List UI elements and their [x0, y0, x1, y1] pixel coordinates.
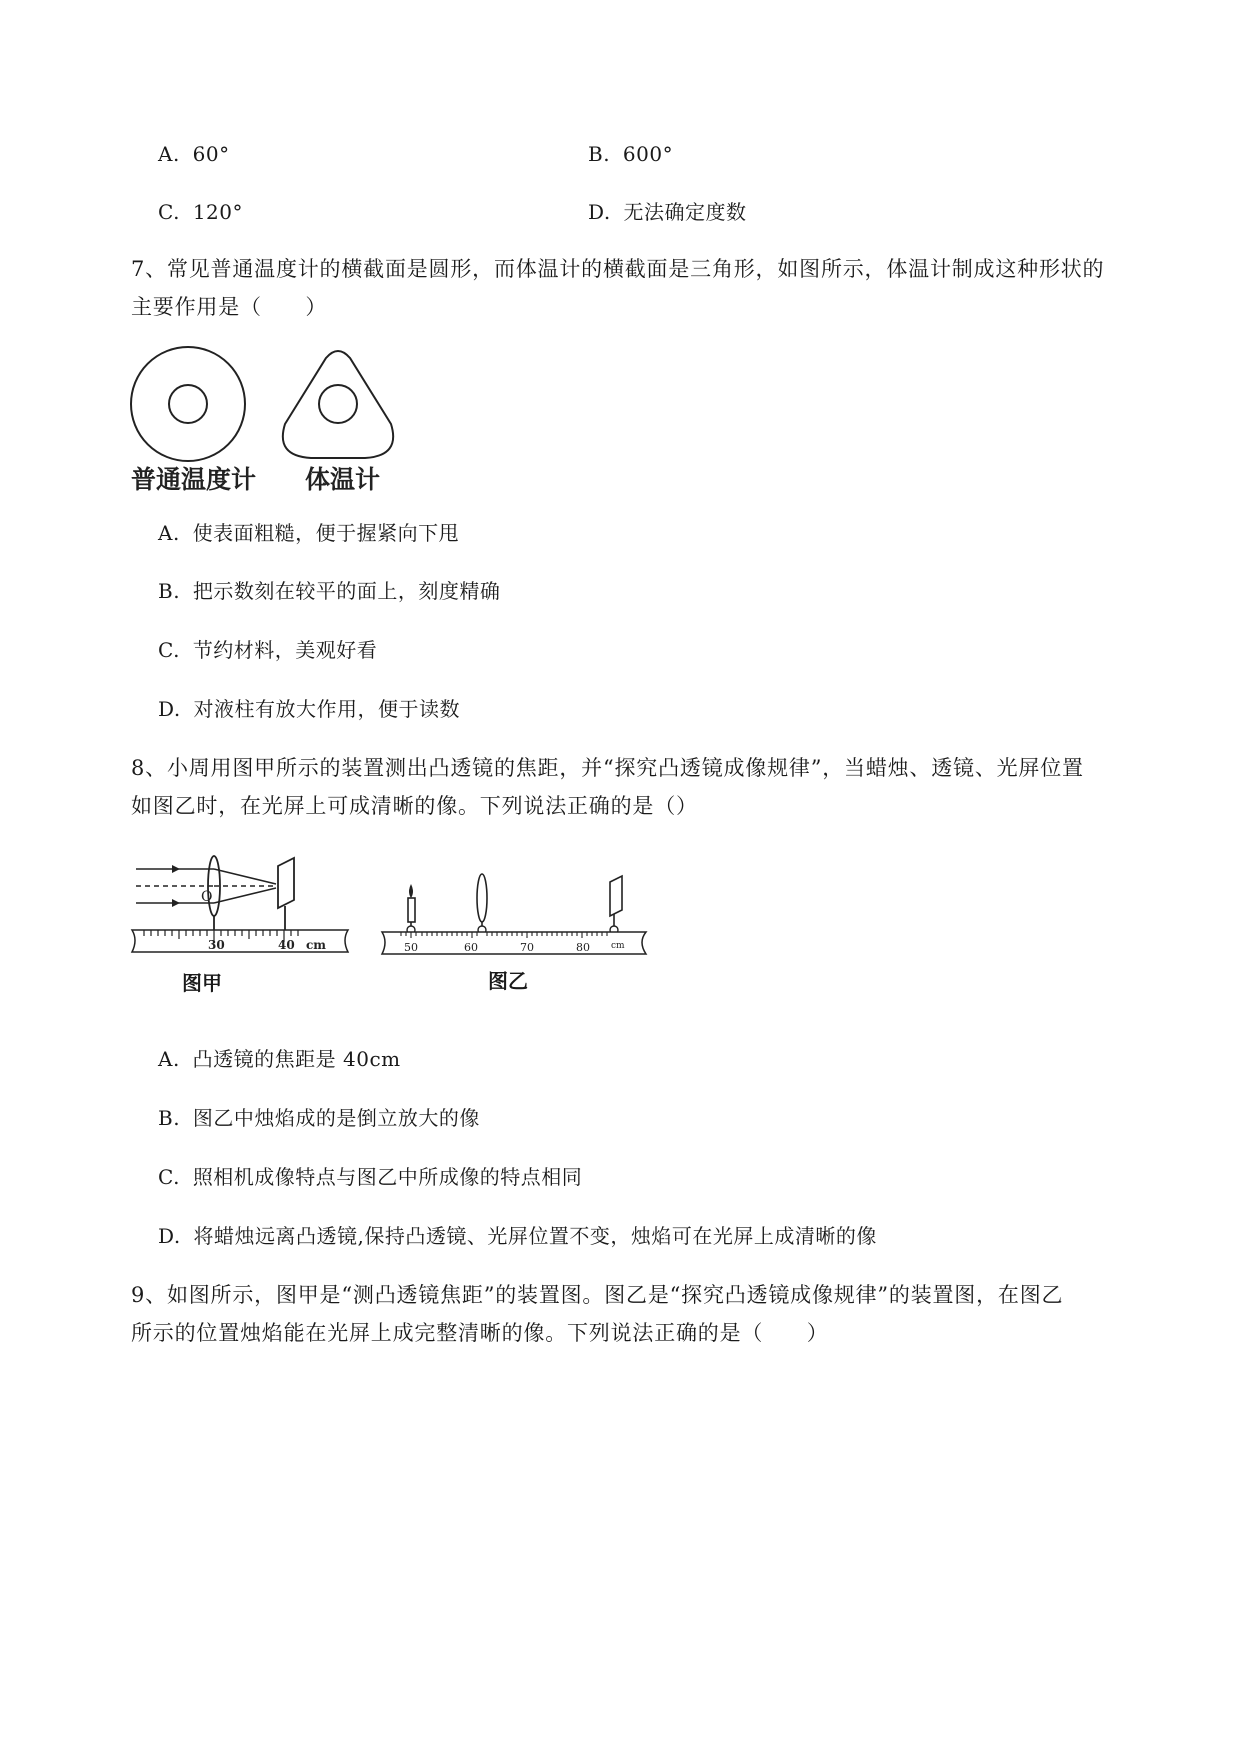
lens-shape [477, 874, 487, 934]
figure-yi-caption: 图乙 [488, 969, 528, 993]
option-text: 照相机成像特点与图乙中所成像的特点相同 [192, 1165, 583, 1189]
tick-label-50: 50 [404, 941, 418, 954]
q7-option-d [158, 699, 460, 719]
label-clinical-thermometer: 体温计 [305, 465, 381, 494]
q8-option-d [158, 1226, 877, 1246]
option-text: 无法确定度数 [623, 200, 747, 224]
optical-center-label: O [201, 889, 213, 905]
q7-stem-line2: 主要作用是（ ） [131, 295, 328, 319]
q7-option-a [158, 523, 459, 543]
q6-option-b [588, 144, 673, 164]
tick-label-30: 30 [208, 938, 225, 952]
light-screen-shape [278, 858, 294, 908]
option-letter: A. [158, 1047, 180, 1071]
q6-option-d [588, 202, 747, 222]
option-letter: A. [158, 142, 180, 166]
option-letter: C. [158, 1165, 180, 1189]
option-text: 将蜡烛远离凸透镜,保持凸透镜、光屏位置不变，烛焰可在光屏上成清晰的像 [193, 1224, 877, 1248]
option-text: 600° [622, 142, 674, 166]
figure-jia-caption: 图甲 [182, 971, 222, 995]
figure-jia-focal-length-setup [128, 848, 356, 958]
q7-option-c [158, 640, 377, 660]
q8-option-a [158, 1049, 401, 1069]
q6-option-a [158, 144, 230, 164]
q7-stem-line1: 7、常见普通温度计的横截面是圆形，而体温计的横截面是三角形，如图所示，体温计制成这种形状的 [131, 257, 1105, 281]
tick-label-80: 80 [576, 941, 590, 954]
candle-shape [407, 884, 415, 934]
q9-stem-line2: 所示的位置烛焰能在光屏上成完整清晰的像。下列说法正确的是（ ） [131, 1321, 829, 1345]
clinical-thermometer-section [283, 351, 393, 458]
q8-stem-line2: 如图乙时，在光屏上可成清晰的像。下列说法正确的是（） [131, 794, 698, 818]
q8-option-b [158, 1108, 480, 1128]
figure-yi-imaging-setup [376, 868, 652, 960]
tick-label-70: 70 [520, 941, 534, 954]
q8-option-c [158, 1167, 582, 1187]
q9-stem-line1: 9、如图所示，图甲是“测凸透镜焦距”的装置图。图乙是“探究凸透镜成像规律”的装置图，在图乙 [131, 1283, 1064, 1307]
label-ordinary-thermometer: 普通温度计 [131, 465, 257, 494]
option-letter: C. [158, 200, 180, 224]
option-letter: D. [158, 1224, 181, 1248]
option-letter: B. [158, 1106, 181, 1130]
unit-label: cm [306, 938, 327, 952]
option-text: 对液柱有放大作用，便于读数 [193, 697, 461, 721]
option-letter: D. [158, 697, 181, 721]
q7-option-b [158, 581, 500, 601]
option-letter: B. [158, 579, 181, 603]
option-letter: A. [158, 521, 180, 545]
ordinary-thermometer-section [131, 347, 245, 461]
q8-stem-line1: 8、小周用图甲所示的装置测出凸透镜的焦距，并“探究凸透镜成像规律”，当蜡烛、透镜、光屏位置 [131, 756, 1084, 780]
option-text: 节约材料，美观好看 [192, 638, 378, 662]
thermometer-cross-section-figure [125, 340, 415, 500]
option-text: 使表面粗糙，便于握紧向下甩 [192, 521, 460, 545]
option-text: 120° [192, 200, 243, 224]
option-letter: D. [588, 200, 611, 224]
option-letter: B. [588, 142, 611, 166]
screen-shape [610, 876, 622, 934]
unit-label: cm [611, 941, 625, 951]
option-letter: C. [158, 638, 180, 662]
tick-label-40: 40 [278, 938, 295, 952]
tick-label-60: 60 [464, 941, 478, 954]
option-text: 图乙中烛焰成的是倒立放大的像 [192, 1106, 480, 1130]
option-text: 凸透镜的焦距是 40cm [192, 1047, 401, 1071]
q6-option-c [158, 202, 243, 222]
option-text: 把示数刻在较平的面上，刻度精确 [192, 579, 501, 603]
option-text: 60° [192, 142, 230, 166]
